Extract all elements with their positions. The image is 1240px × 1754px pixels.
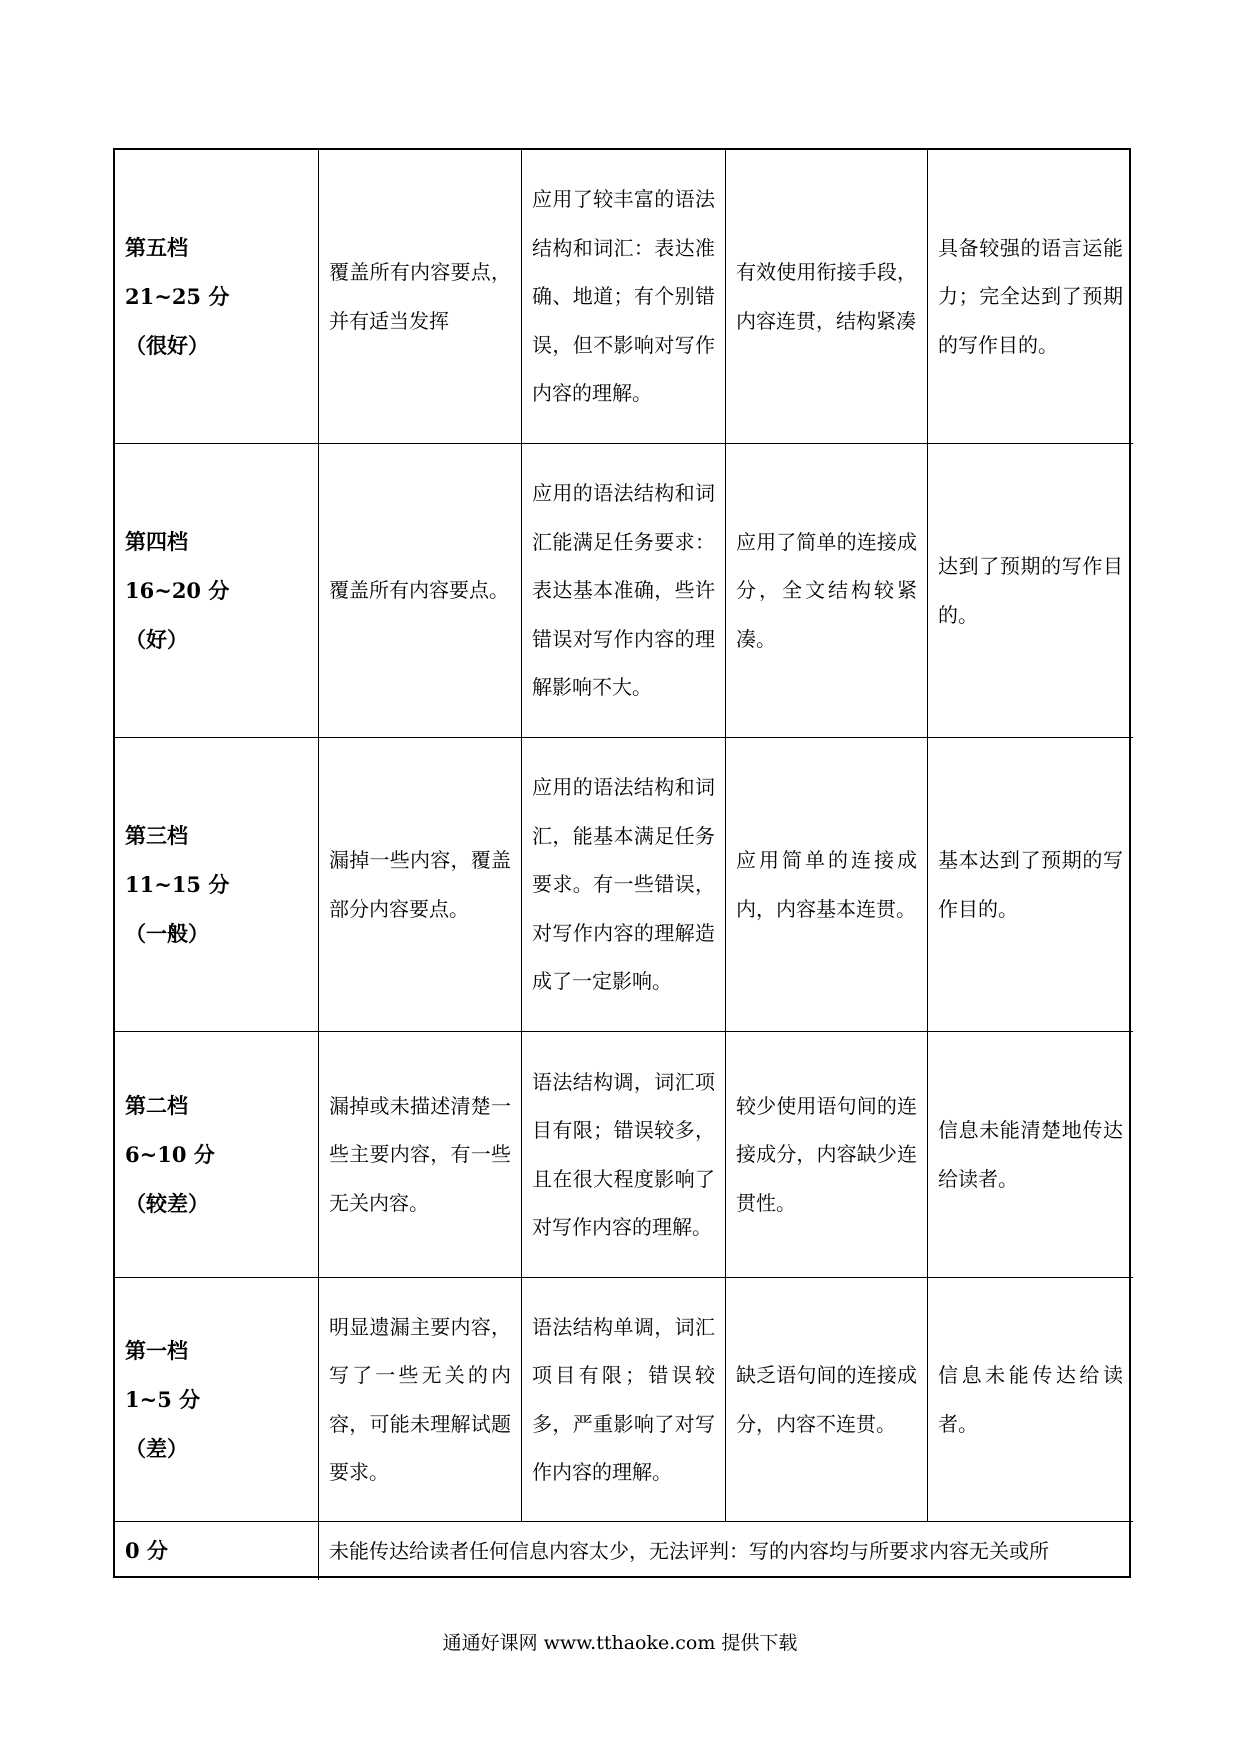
- content-text: 覆盖所有内容要点。: [329, 578, 509, 603]
- content-text: 覆盖所有内容要点，并有适当发挥: [329, 260, 511, 333]
- cohesion-text: 缺乏语句间的连接成分，内容不连贯。: [736, 1363, 917, 1436]
- level-grade: （一般）: [125, 921, 209, 946]
- cohesion-text: 有效使用衔接手段，内容连贯，结构紧凑: [736, 260, 917, 333]
- effect-text: 基本达到了预期的写作目的。: [938, 848, 1123, 921]
- grammar-text: 应用的语法结构和词汇能满足任务要求：表达基本准确，些许错误对写作内容的理解影响不大。: [532, 481, 715, 700]
- grammar-text: 语法结构调，词汇项目有限；错误较多，且在很大程度影响了对写作内容的理解。: [532, 1069, 715, 1239]
- level-cell: [115, 1032, 319, 1278]
- effect-cell: [928, 1278, 1133, 1522]
- level-cell: [115, 1278, 319, 1522]
- zero-description-cell: 未能传达给读者任何信息内容太少，无法评判：写的内容均与所要求内容无关或所: [329, 1539, 1049, 1563]
- level-score: 21~25 分: [125, 284, 230, 309]
- content-cell: [319, 738, 522, 1032]
- level-grade: （好）: [125, 627, 188, 652]
- cohesion-text: 应用简单的连接成内，内容基本连贯。: [736, 848, 917, 921]
- content-cell: [319, 1278, 522, 1522]
- effect-text: 信息未能清楚地传达给读者。: [938, 1118, 1123, 1191]
- content-cell: [319, 444, 522, 738]
- level-grade: （很好）: [125, 333, 209, 358]
- cohesion-text: 应用了简单的连接成分，全文结构较紧凑。: [736, 529, 917, 651]
- level-score: 16~20 分: [125, 578, 230, 603]
- grammar-text: 语法结构单调，词汇项目有限；错误较多，严重影响了对写作内容的理解。: [532, 1314, 715, 1484]
- level-cell: [115, 444, 319, 738]
- effect-text: 具备较强的语言运能力；完全达到了预期的写作目的。: [938, 235, 1123, 357]
- level-cell: [115, 738, 319, 1032]
- effect-text: 达到了预期的写作目的。: [938, 554, 1123, 627]
- effect-cell: [928, 738, 1133, 1032]
- cohesion-cell: [726, 738, 928, 1032]
- content-text: 漏掉一些内容，覆盖部分内容要点。: [329, 848, 511, 921]
- level-name: 第四档: [125, 529, 188, 554]
- cohesion-text: 较少使用语句间的连接成分，内容缺少连贯性。: [736, 1093, 917, 1215]
- grammar-text: 应用的语法结构和词汇，能基本满足任务要求。有一些错误，对写作内容的理解造成了一定影响。: [532, 775, 715, 994]
- grammar-cell: [522, 150, 726, 444]
- content-text: 漏掉或未描述清楚一些主要内容，有一些无关内容。: [329, 1093, 511, 1215]
- level-name: 第二档: [125, 1093, 188, 1118]
- page-footer: 通通好课网 www.tthaoke.com 提供下载: [442, 1632, 798, 1654]
- effect-text: 信息未能传达给读者。: [938, 1363, 1123, 1436]
- zero-level-cell: 0 分: [115, 1522, 319, 1580]
- grammar-text: 应用了较丰富的语法结构和词汇：表达准确、地道；有个别错误，但不影响对写作内容的理解。: [532, 187, 715, 406]
- effect-cell: [928, 1032, 1133, 1278]
- grammar-cell: [522, 738, 726, 1032]
- level-name: 第一档: [125, 1338, 188, 1363]
- scoring-table: [113, 148, 1131, 1578]
- cohesion-cell: [726, 1032, 928, 1278]
- cohesion-cell: [726, 150, 928, 444]
- grammar-cell: [522, 444, 726, 738]
- effect-cell: [928, 444, 1133, 738]
- level-cell: [115, 150, 319, 444]
- grammar-cell: [522, 1032, 726, 1278]
- grammar-cell: [522, 1278, 726, 1522]
- level-name: 第三档: [125, 823, 188, 848]
- level-grade: （差）: [125, 1436, 188, 1461]
- effect-cell: [928, 150, 1133, 444]
- level-score: 6~10 分: [125, 1142, 215, 1167]
- level-score: 11~15 分: [125, 872, 230, 897]
- cohesion-cell: [726, 444, 928, 738]
- level-name: 第五档: [125, 235, 188, 260]
- content-cell: [319, 150, 522, 444]
- cohesion-cell: [726, 1278, 928, 1522]
- level-score: 1~5 分: [125, 1387, 201, 1412]
- level-grade: （较差）: [125, 1191, 209, 1216]
- content-cell: [319, 1032, 522, 1278]
- content-text: 明显遗漏主要内容，写了一些无关的内容，可能未理解试题要求。: [329, 1314, 511, 1484]
